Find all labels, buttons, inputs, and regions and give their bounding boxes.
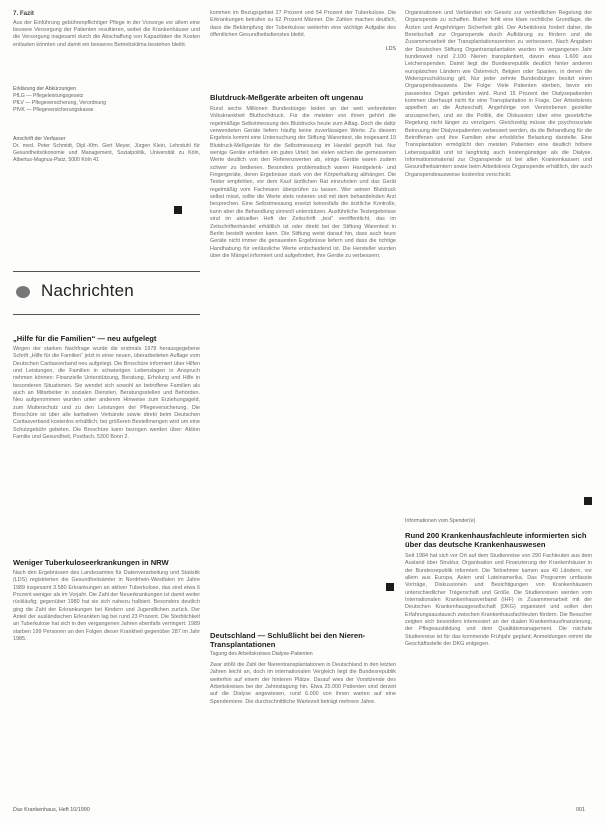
article-continuation [210,10,396,53]
end-mark-icon [174,206,182,214]
source-note-text: Informationen vom Spender(e) [405,518,476,524]
abbrev-line: PfLG — Pflegeleistungsgesetz [13,92,84,99]
section-banner-nachrichten [13,271,200,315]
article-body: Organisationen und Verbänden ein Gesetz zur verbindlichen Regelung der Organspende zu schaffen. Bisher fehlt eine klare rechtliche Grundlage, die Ärzten und Angehörigen Sicherheit gibt. Der Arbeitskreis fordert daher, die Bereitschaft zur Organspende durch Aufklärung zu fördern und die Zusammenarbeit der Transplantationszentren zu verbessern. Nach Angaben der Deutschen Stiftung Organtransplantation wurden im vergangenen Jahr bundesweit rund 2.100 Nieren transplantiert, davon etwa 1.600 aus Leichenspenden. Damit liegt die Bundesrepublik deutlich hinter anderen europäischen Ländern wie Österreich, Belgien oder Spanien, in denen die Widerspruchslösung gilt. Nur jeder zehnte Bundesbürger besitzt einen Organspendeausweis. Die Folge: Viele Patienten sterben, bevor ein passendes Organ gefunden wird. Rund 15 Prozent der Dialysepatienten kommen überhaupt nicht für eine Transplantation in Frage. Der Arbeitskreis appelliert an die Ärzteschaft, Angehörige von Verstorbenen gezielter anzusprechen, und an die Politik, die Diskussion über eine gesetzliche Regelung nicht länger zu verzögern. Gleichzeitig müsse die psychosoziale Betreuung der Dialysepatienten verbessert werden, da die Behandlung für die Betroffenen und ihre Familien eine erhebliche Belastung darstelle. Eine Transplantation ermöglicht den meisten Patienten eine deutlich höhere Lebensqualität und ist langfristig auch kostengünstiger als die Dialyse. Informationsmaterial zur Organspende ist bei allen Krankenkassen und Gesundheitsämtern sowie beim Arbeitskreis Organspende erhältlich, der auch Organspendeausweise kostenlos verschickt. [405,10,592,178]
fazit-text: Aus der Einführung gebührenpflichtiger Pflege in der Vorsorge vor allem eine bessere Versorgung der Patienten resultieren, wobei die Krankenhäuser und die Versorgung insgesamt durch die Abschaffung von Kapazitäten die Kosten entlasten könnten und damit ein besseres Betriebsklima bestehen bleibt. [13,19,200,48]
article-nieren [210,631,396,784]
abbrev-line: PfLV — Pflegeversicherung, Verordnung [13,99,107,106]
article-heading: Blutdruck-Meßgeräte arbeiten oft ungenau [210,93,364,102]
article-heading: Weniger Tuberkuloseerkrankungen in NRW [13,558,169,567]
section-title: Nachrichten [41,281,134,300]
article-body: Nach den Ergebnissen des Landesamtes für Datenverarbeitung und Statistik (LDS) registrierten die Gesundheitsämter in Nordrhein-Westfalen im Jahre 1989 insgesamt 3.580 Erkrankungen an aktiver Tuberkulose, das sind etwa 6 Prozent weniger als im Vorjahr. Die Zahl der Neuerkrankungen ist damit weiter rückläufig; gegenüber 1980 hat sie sich nahezu halbiert. Besonders deutlich ging die Zahl der Erkrankungen bei Kindern und Jugendlichen zurück. Der Anteil der ausländischen Erkrankten lag bei rund 23 Prozent. Die Sterblichkeit an Tuberkulose hat sich in den vergangenen Jahren ebenfalls verringert: 1989 starben 199 Personen an den Folgen dieser Krankheit gegenüber 287 im Jahr 1985. [13,570,200,643]
article-intro: Tagung des Arbeitskreises Dialyse-Patienten [210,651,313,657]
article-heading: Rund 200 Krankenhausfachleute informierten sich über das deutsche Krankenhauswesen [405,531,587,549]
article-body: Rund sechs Millionen Bundesbürger leiden an der weit verbreiteten Volkskrankheit Bluthochdruck. Für die meisten von ihnen gehört die regelmäßige Selbstmessung des Blutdrucks heute zum Alltag. Doch die dafür verwendeten Geräte liefern häufig keine zuverlässigen Werte. Zu diesem Ergebnis kommt eine Untersuchung der Stiftung Warentest, die insgesamt 19 Blutdruck-Meßgeräte für die Selbstmessung im Handel geprüft hat. Nur wenige Geräte erhielten ein gutes Urteil; bei vielen wichen die gemessenen Werte deutlich von den Referenzwerten ab, einige Geräte waren zudem schwer zu bedienen. Besonders problematisch waren Handgelenk- und Fingergeräte, deren Ergebnisse stark von der Körperhaltung abhängen. Die Tester empfehlen, vor dem Kauf ärztlichen Rat einzuholen und das Gerät regelmäßig vom Fachmann überprüfen zu lassen. Wer seinen Blutdruck selbst misst, sollte die Werte stets notieren und mit dem behandelnden Arzt besprechen. Eine Selbstmessung ersetzt keinesfalls die ärztliche Kontrolle, kann aber die Behandlung sinnvoll unterstützen. Ausführliche Testergebnisse sind im aktuellen Heft der Zeitschrift „test“ veröffentlicht, das im Zeitschriftenhandel erhältlich ist oder direkt bei der Stiftung Warentest in Berlin bestellt werden kann. Die Stiftung weist darauf hin, dass auch teure Geräte nicht immer die genauesten Ergebnisse liefern und dass die richtige Handhabung für verlässliche Werte entscheidend ist. Die Hersteller wurden über die Mängel informiert und aufgefordert, ihre Geräte zu verbessern. [210,106,396,259]
article-tuberkulose [13,558,200,790]
article-krankenhaus [405,531,592,778]
abbrev-heading: Erklärung der Abkürzungen [13,85,76,92]
footer-publication: Das Krankenhaus, Heft 10/1990 [13,807,90,813]
source-note [405,518,592,525]
article-heading: Deutschland — Schlußlicht bei den Nieren-Transplantationen [210,631,366,649]
page-number: 001 [576,807,585,813]
column-left [13,10,200,187]
author-address: Dr. med. Peter Schmidt, Dipl.-Kfm. Gert Meyer, Jürgen Klein, Lehrstuhl für Gesundheitsökonomie und Management, Sozialpolitik, Universität zu Köln, Albertus-Magnus-Platz, 5000 Köln 41 [13,142,200,163]
fazit-heading: 7. Fazit [13,10,34,17]
article-heading: „Hilfe für die Familien“ — neu aufgelegt [13,334,157,343]
article-continuation-right [405,10,592,505]
article-body: Zwar stößt die Zahl der Nierentransplantationen in Deutschland in den letzten Jahren leicht an, doch im internationalen Vergleich liegt die Bundesrepublik weiterhin auf einem der hinteren Plätze. Darauf wies der Vorsitzende des Arbeitskreises bei der Jahrestagung hin. Etwa 25.000 Patienten sind derzeit auf die Dialyse angewiesen, rund 6.000 von ihnen warten auf eine Spenderniere. Die durchschnittliche Wartezeit beträgt mehrere Jahre. [210,662,396,705]
author-heading: Anschrift der Verfasser [13,135,66,142]
end-mark-icon [584,497,592,505]
abbrev-line: PfVK — Pflegeversicherungskasse [13,106,94,113]
bullet-icon [16,286,30,298]
end-mark-icon [386,583,394,591]
article-body: kommen im Bezugsgebiet 27 Prozent und 54 Prozent der Tuberkulose. Die Erkrankungen betrafen zu 62 Prozent Männer. Die Zahlen machen deutlich, dass die Bekämpfung der Tuberkulose weiterhin eine wichtige Aufgabe des öffentlichen Gesundheitsdienstes bleibt. [210,10,396,39]
article-hilfe [13,334,200,542]
article-body: Seit 1984 hat sich vor Ort auf dem Studienreise von 290 Fachleuten aus dem Ausland über Struktur, Organisation und Finanzierung der Krankenhäuser in der Bundesrepublik informiert. Die Teilnehmer kamen aus 40 Ländern, vor allem aus Europa, Asien und Lateinamerika. Das Programm umfasste Vorträge, Diskussionen und Besichtigungen von Krankenhäusern unterschiedlicher Trägerschaft und Größe. Die Studienreisen werden vom Internationalen Krankenhausverband (IHF) in Zusammenarbeit mit der Deutschen Krankenhausgesellschaft (DKG) organisiert und sollen den Erfahrungsaustausch zwischen Krankenhausfachleuten fördern. Die Besucher zeigten sich besonders interessiert an der dualen Krankenhausfinanzierung, der Pflegeausbildung und dem Qualitätsmanagement. Die nächste Studienreise ist für das kommende Frühjahr geplant; Anmeldungen nimmt die Geschäftsstelle der DKG entgegen. [405,553,592,648]
article-body: Wegen der starken Nachfrage wurde die erstmals 1978 herausgegebene Schrift „Hilfe für die Familien“ jetzt in einer neuen, überarbeiteten Auflage vom Deutschen Caritasverband neu aufgelegt. Die Broschüre informiert über Hilfen und Leistungen, die Familien in schwierigen Lebenslagen in Anspruch nehmen können: Finanzielle Unterstützung, Beratung, Erholung und Hilfe in besonderen Situationen. Sie wendet sich sowohl an betroffene Familien als auch an Mitarbeiter in sozialen Diensten, Beratungsstellen und Behörden. Neu aufgenommen wurden unter anderem Hinweise zum Erziehungsgeld, zum Mutterschutz und zu den Leistungen der Pflegeversicherung. Die Broschüre ist über alle karitativen Verbände sowie direkt beim Deutschen Caritasverband kostenlos erhältlich; bei größeren Bestellmengen wird um eine Schutzgebühr gebeten. Die Broschüre kann bezogen werden über: Aktion Familie und Gesundheit, Postfach, 5300 Bonn 2. [13,346,200,441]
article-blutdruck [210,93,396,596]
article-source: LDS [385,46,396,52]
